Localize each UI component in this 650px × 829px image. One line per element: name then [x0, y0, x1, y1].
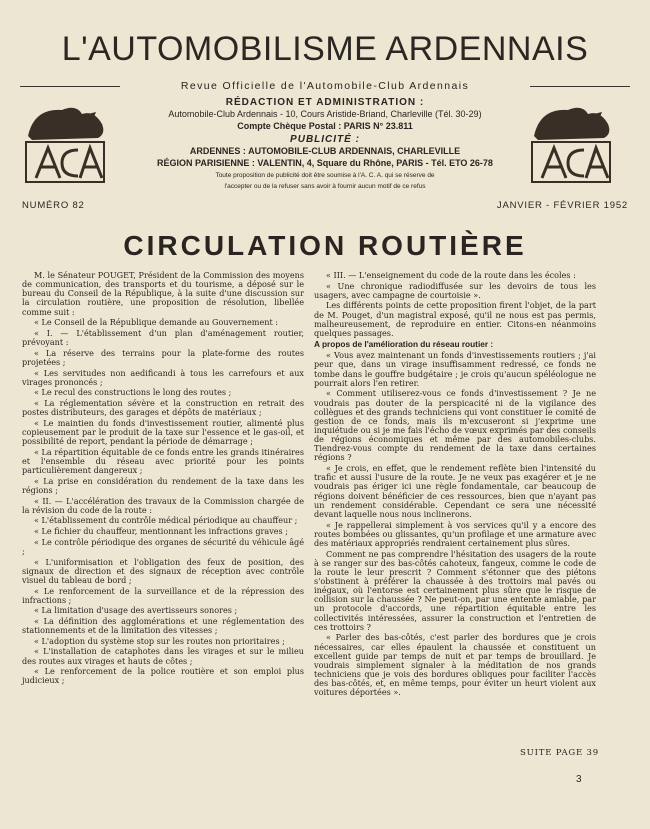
paragraph: « I. — L'établissement d'un plan d'aménagement routier, prévoyant : [22, 327, 304, 348]
paragraph: « Le Conseil de la République demande au Gouvernement : [34, 317, 279, 328]
paragraph: « Les servitudes non aedificandi à tous les carrefours et aux virages prononcés ; [22, 367, 304, 387]
paragraph: « II. — L'accélération des travaux de la Commission chargée de la révision du code de la route : [22, 495, 304, 515]
paragraph: « Le renforcement de la surveillance et de la répression des infractions ; [22, 585, 304, 605]
paragraph: « Une chronique radiodiffusée sur les devoirs de tous les usagers, avec campagne de courtoisie ». [314, 280, 596, 300]
paragraph: « La répartition équitable de ce fonds entre les grands itinéraires et l'ensemble du réseau avec priorité pour les points particulièrement dangereux ; [22, 446, 304, 476]
paragraph: « L'établissement du contrôle médical périodique au chauffeur ; [34, 515, 298, 526]
section-subheading: A propos de l'amélioration du réseau routier : [314, 339, 494, 350]
postal-account: Compte Chèque Postal : PARIS N° 23.811 [237, 121, 413, 131]
publicite-heading: PUBLICITÉ : [290, 134, 360, 145]
issue-number: NUMÉRO 82 [22, 200, 85, 211]
club-address: Automobile-Club Ardennais - 10, Cours Aristide-Briand, Charleville (Tél. 30-29) [168, 109, 482, 119]
paragraph: « L'adoption du système stop sur les routes non prioritaires ; [34, 635, 285, 646]
subtitle-row [20, 80, 630, 94]
paragraph: Les différents points de cette proposition firent l'objet, de la part de M. Pouget, d'un magistral exposé, qu'il ne nous est pas permis, malheureusement, de reproduire en entier. Citons-en néanmoins quelques passages. [314, 300, 596, 338]
paragraph: « Je rappellerai simplement à vos services qu'il y a encore des routes bombées ou glissantes, qu'un profilage et une armature avec des matériaux appropriés rendraient certainement plus sûres. [314, 519, 596, 548]
paragraph: « Parler des bas-côtés, c'est parler des bordures que je crois nécessaires, car elles épaulent la chaussée et constituent un excellent guide par temps de nuit et par temps de brouillard. Je voudrais simplement signaler à la méditation de nos grands techniciens que je vois des bordures obliques pour faciliter l'accès des bas-côtés, et, en même temps, pour éviter un heurt violent aux voitures déportées ». [314, 632, 596, 698]
issue-row [22, 200, 628, 212]
paragraph: « Je crois, en effet, que le rendement reflète bien l'intensité du trafic et aussi l'usure de la route. Je ne veux pas exagérer et je ne voudrais pas ériger ici une règle fondamentale, car beaucoup de régions doivent bénéficier de ces ressources, bien que n'ayant pas un rendement considérable. Cependant ce sera une nécessité devant laquelle nous nous inclinerons. [314, 463, 596, 519]
right-column-body [314, 351, 596, 697]
aca-logo-right [528, 100, 614, 186]
paragraph: « Le maintien du fonds d'investissement routier, alimenté plus copieusement par le produit de la taxe sur l'essence et le gas-oil, et possibilité de report, pendant la période de démarrage ; [22, 417, 304, 447]
left-column [22, 271, 304, 687]
masthead-title: L'AUTOMOBILISME ARDENNAIS [61, 30, 589, 68]
paragraph: « Le renforcement de la police routière et son emploi plus judicieux ; [22, 666, 304, 686]
paris-contact: RÉGION PARISIENNE : VALENTIN, 4, Square du Rhône, PARIS - Tél. ETO 26-78 [157, 158, 493, 168]
paragraph: « L'uniformisation et l'obligation des feux de position, des signaux de direction et des signaux de réception avec contrôle visuel du tableau de bord ; [22, 556, 304, 585]
paragraph: « Comment utiliserez-vous ce fonds d'investissement ? Je ne voudrais pas douter de la perspicacité ni de la vigilance des collègues et des grands techniciens qui vont constituer le comité de gestion de ce fonds, mais ils m'excuseront si j'exprime une inquiétude ou si je me fais l'écho de vœux exprimés par des conseils de régions économiques et même par des automobiles-clubs. Tiendrez-vous compte du rendement de la taxe dans certaines régions ? [314, 388, 596, 463]
article-title: CIRCULATION ROUTIÈRE [123, 230, 527, 261]
paragraph: « L'installation de cataphotes dans les virages et sur le milieu des routes aux virages et hauts de côtes ; [22, 646, 304, 666]
page-number: 3 [576, 774, 582, 785]
subtitle-rule-left [20, 86, 120, 87]
paragraph: M. le Sénateur POUGET, Président de la Commission des moyens de communication, des transports et du tourisme, a déposé sur le bureau du Conseil de la République, à la suite d'une discussion sur la circulation routière, une proposition de résolution, libellée comme suit : [22, 270, 304, 317]
right-column-intro [314, 271, 596, 338]
paragraph: « III. — L'enseignement du code de la route dans les écoles : [326, 270, 576, 280]
aca-logo-left [22, 100, 108, 186]
header-block [110, 97, 540, 191]
paragraph: « Le recul des constructions le long des routes ; [34, 387, 232, 398]
advertising-notice-1: Toute proposition de publicité doit être soumise à l'A. C. A. qui se réserve de [215, 172, 435, 179]
paragraph: « Le contrôle périodique des organes de sécurité du véhicule âgé ; [22, 536, 304, 556]
subtitle: Revue Officielle de l'Automobile-Club Ardennais [180, 80, 470, 92]
paragraph: Comment ne pas comprendre l'hésitation des usagers de la route à se ranger sur des bas-côtés cahoteux, fangeux, comme le code de la route le leur prescrit ? Comment s'étonner que des piétons s'obstinent à préférer la chaussée à des trottoirs mal pavés ou inégaux, où l'entorse est certainement plus sûre que le risque de collision sur la chaussée ? Ne peut-on, par une entente amiable, par un protocole d'accords, une répartition équitable entre les collectivités intéressées, assurer la construction et l'entretien de ces trottoirs ? [314, 548, 596, 632]
paragraph: « Vous avez maintenant un fonds d'investissements routiers ; j'ai peur que, dans un virage insuffisamment redressé, ce fonds ne tombe dans le gouffre budgétaire ; je crois qu'aucun spéléologue ne pourrait alors l'en retirer. [314, 350, 596, 388]
ardennes-contact: ARDENNES : AUTOMOBILE-CLUB ARDENNAIS, CHARLEVILLE [189, 146, 461, 156]
subtitle-rule-right [530, 86, 630, 87]
paragraph: « Le fichier du chauffeur, mentionnant les infractions graves ; [34, 526, 289, 537]
paragraph: « La limitation d'usage des avertisseurs sonores ; [34, 605, 238, 616]
right-column [314, 271, 596, 699]
issue-date: JANVIER - FÉVRIER 1952 [496, 200, 628, 211]
continued-notice: SUITE PAGE 39 [520, 748, 599, 758]
redaction-heading: RÉDACTION ET ADMINISTRATION : [225, 97, 425, 108]
paragraph: « La réglementation sévère et la construction en retrait des postes distributeurs, des garages et dépôts de matériaux ; [22, 398, 304, 418]
paragraph: « La définition des agglomérations et une réglementation des stationnements et de la limitation des vitesses ; [22, 615, 304, 636]
paragraph: « La prise en considération du rendement de la taxe dans les régions ; [22, 475, 304, 495]
advertising-notice-2: l'accepter ou de la refuser sans avoir à fournir aucun motif de ce refus [224, 183, 426, 190]
paragraph: « La réserve des terrains pour la plate-forme des routes projetées ; [22, 347, 304, 367]
